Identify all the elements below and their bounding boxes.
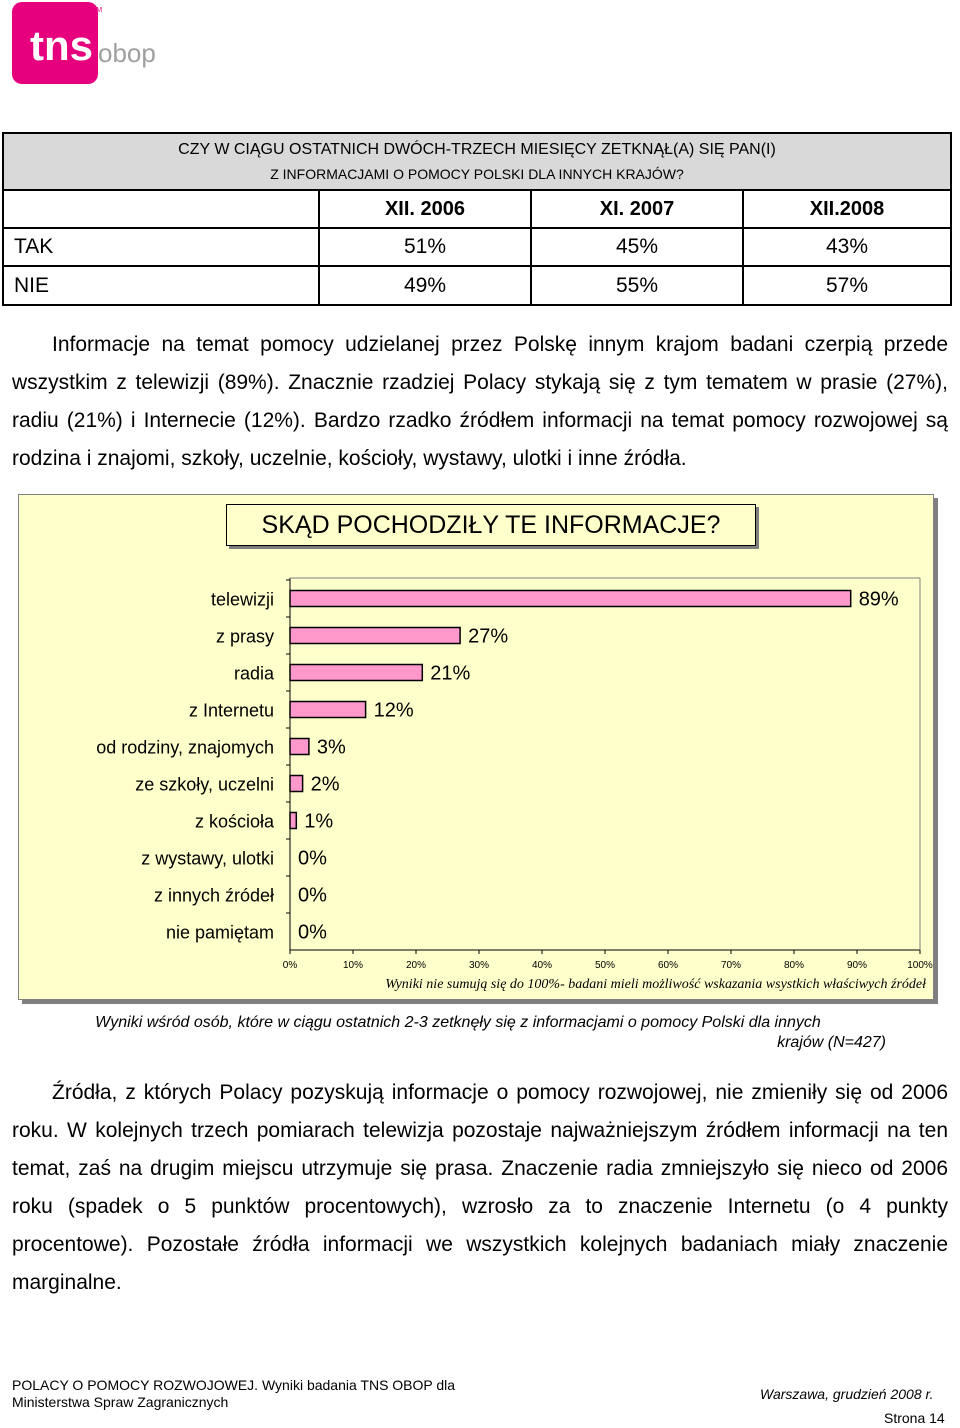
footer-date: Warszawa, grudzień 2008 r.: [760, 1386, 934, 1402]
category-label: z wystawy, ulotki: [141, 848, 274, 869]
category-label: nie pamiętam: [165, 922, 274, 943]
category-label: radia: [233, 663, 274, 684]
x-tick-label: 50%: [594, 960, 616, 971]
tns-obop-logo: [12, 2, 162, 84]
summary-paragraph: Źródła, z których Polacy pozyskują informacje o pomocy rozwojowej, nie zmieniły się od 2006 roku. W kolejnych trzech pomiarach telewizja pozostaje najważniejszym źródłem informacji na ten temat, zaś na drugim miejscu utrzymuje się prasa. Znaczenie radia zmniejszyło się nieco od 2006 roku (spadek o 5 punktów procentowych), wzrosło za to znaczenie Internetu (o 4 punkty procentowe). Pozostałe źródła informacji we wszystkich kolejnych badaniach miały znaczenie marginalne.: [12, 1081, 948, 1294]
page-number: Strona 14: [884, 1410, 945, 1426]
category-label: z kościoła: [194, 811, 274, 832]
data-label: 27%: [468, 625, 509, 648]
data-label: 12%: [373, 699, 414, 722]
category-label: z Internetu: [188, 700, 274, 721]
data-label: 0%: [298, 921, 327, 944]
bar: [290, 665, 422, 681]
svg-text:obop: obop: [98, 38, 156, 68]
category-label: z prasy: [215, 626, 274, 647]
table-row: [4, 267, 950, 305]
data-label: 0%: [298, 847, 327, 870]
data-label: 3%: [316, 736, 346, 759]
x-tick-label: 90%: [846, 960, 868, 971]
data-label: 89%: [858, 588, 899, 611]
caption-line1: Wyniki wśród osób, które w ciągu ostatnich 2-3 zetknęły się z informacjami o pomocy Polski dla innych: [95, 1014, 821, 1031]
table-header-row: [4, 191, 950, 229]
caption-line2: krajów (N=427): [777, 1034, 886, 1051]
x-tick-label: 100%: [907, 960, 933, 971]
column-header: XI. 2007: [532, 191, 744, 227]
data-label: 0%: [298, 884, 327, 907]
category-label: ze szkoły, uczelni: [135, 774, 274, 795]
category-label: z innych źródeł: [153, 885, 274, 906]
column-header: XII.2008: [809, 197, 885, 220]
table-cell: 57%: [825, 274, 869, 297]
x-tick-label: 60%: [657, 960, 679, 971]
category-label: telewizji: [210, 589, 274, 610]
footer-line1: POLACY O POMOCY ROZWOJOWEJ. Wyniki badania TNS OBOP dla: [12, 1377, 456, 1393]
category-label: od rodziny, znajomych: [96, 737, 274, 758]
x-tick-label: 0%: [282, 960, 298, 971]
table-header-empty: [4, 191, 320, 227]
table-row: [4, 229, 950, 267]
table-cell: 49%: [320, 267, 532, 305]
x-tick-label: 70%: [720, 960, 742, 971]
table-cell: 43%: [825, 235, 869, 258]
x-tick-label: 10%: [342, 960, 364, 971]
question-header: [4, 134, 950, 191]
svg-text:tns: tns: [30, 22, 93, 69]
chart-title: SKĄD POCHODZIŁY TE INFORMACJE?: [226, 504, 756, 546]
x-tick-label: 80%: [783, 960, 805, 971]
table-cell: 55%: [532, 267, 744, 305]
svg-text:TM: TM: [92, 7, 103, 14]
bar: [290, 591, 851, 607]
chart-note: Wyniki nie sumują się do 100%- badani mieli możliwość wskazania wsystkich właściwych źródeł: [385, 977, 926, 992]
intro-paragraph: Informacje na temat pomocy udzielanej przez Polskę innym krajom badani czerpią przede wszystkim z telewizji (89%). Znacznie rzadziej Polacy stykają się z tym tematem w prasie (27%), radiu (21%) i Internecie (12%). Bardzo rzadko źródłem informacji na temat pomocy rozwojowej są rodzina i znajomi, szkoły, uczelnie, kościoły, wystawy, ulotki i inne źródła.: [12, 333, 948, 470]
x-tick-label: 20%: [405, 960, 427, 971]
question-table: [2, 132, 952, 306]
x-tick-label: 30%: [468, 960, 490, 971]
bar-chart: [18, 560, 934, 1000]
footer-line2: Ministerstwa Spraw Zagranicznych: [12, 1394, 229, 1410]
row-label: TAK: [4, 229, 320, 265]
bar: [290, 628, 460, 644]
bar: [290, 739, 309, 755]
bar: [290, 813, 296, 829]
footer-publication: [12, 1377, 455, 1411]
data-label: 1%: [304, 810, 334, 833]
table-cell: 45%: [532, 229, 744, 265]
row-label: NIE: [4, 267, 320, 305]
column-header: XII. 2006: [320, 191, 532, 227]
data-label: 2%: [310, 773, 340, 796]
bar: [290, 776, 303, 792]
bar: [290, 702, 366, 718]
chart-caption: [30, 1013, 886, 1053]
x-tick-label: 40%: [531, 960, 553, 971]
data-label: 21%: [430, 662, 471, 685]
table-cell: 51%: [320, 229, 532, 265]
question-title-line2: Z INFORMACJAMI O POMOCY POLSKI DLA INNYCH KRAJÓW?: [270, 166, 684, 182]
question-title-line1: CZY W CIĄGU OSTATNICH DWÓCH-TRZECH MIESIĘCY ZETKNĄŁ(A) SIĘ PAN(I): [178, 141, 776, 158]
